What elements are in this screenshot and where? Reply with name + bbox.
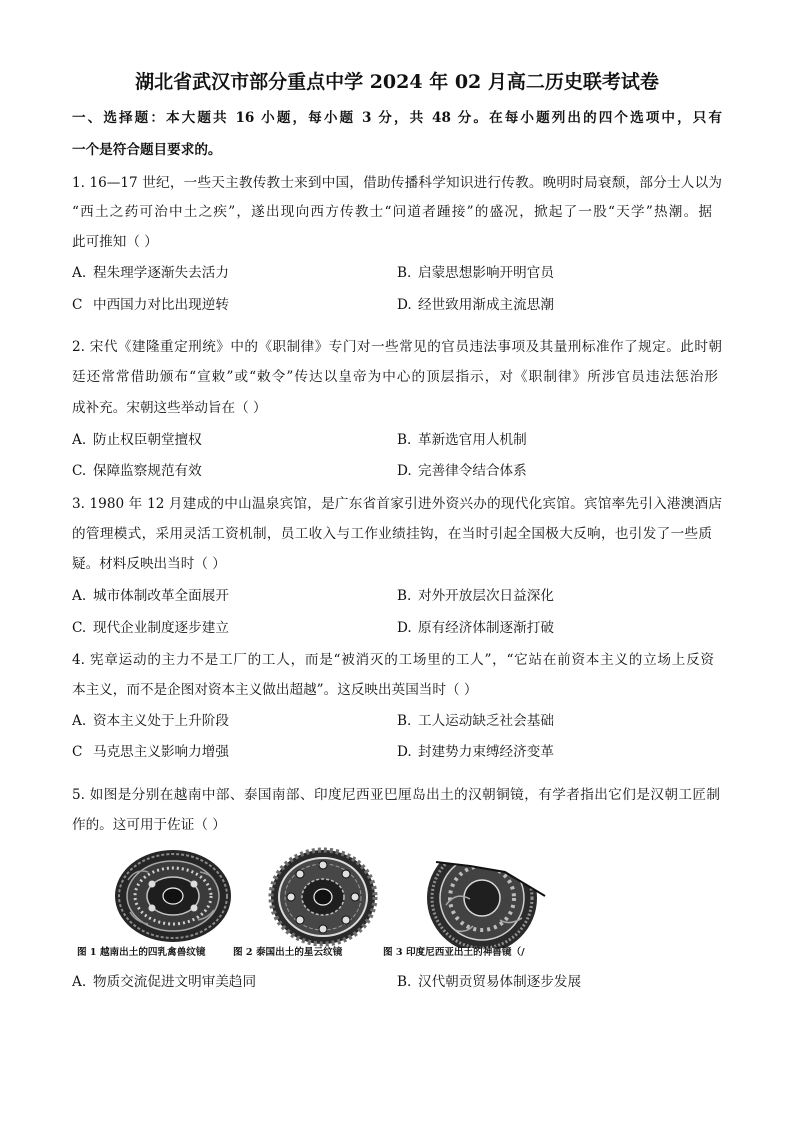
option-text: 资本主义处于上升阶段: [93, 713, 229, 729]
option-label: B.: [397, 974, 412, 990]
mirror-image-1: [115, 850, 231, 942]
option-label: B.: [397, 432, 412, 448]
mirror-image-3: [427, 843, 537, 953]
mirror-image-2: [271, 850, 375, 944]
q4-stem-line-1: 4. 宪章运动的主力不是工厂的工人，而是“被消灭的工场里的工人”，“它站在前资本主义的立场上反资: [72, 652, 714, 668]
option-text: 革新选官用人机制: [418, 432, 527, 448]
option-text: 完善律令结合体系: [418, 463, 527, 479]
option-text: 封建势力束缚经济变革: [418, 744, 554, 760]
option-label: A.: [72, 432, 87, 448]
q5-stem-line-2: 作的。这可用于佐证（ ）: [72, 817, 226, 833]
option-text: 保障监察规范有效: [93, 463, 202, 479]
option-label: D.: [397, 297, 412, 313]
option-text: 现代企业制度逐步建立: [93, 620, 229, 636]
q3-stem-line-2: 的管理模式，采用灵活工资机制，员工收入与工作业绩挂钩，在当时引起全国极大反响，也引发了一些质: [72, 526, 712, 542]
q1-stem-line-2: “西土之药可治中土之疾”，遂出现向西方传教士“问道者踵接”的盛况，掀起了一股“天学”热潮。据: [72, 204, 712, 220]
option-label: C.: [72, 620, 87, 636]
figure-caption-2: 图 2 泰国出土的星云纹镜: [233, 947, 343, 958]
option-label: B.: [397, 265, 412, 281]
exam-title: 湖北省武汉市部分重点中学 2024 年 02 月高二历史联考试卷: [135, 71, 659, 93]
option-label: C: [72, 297, 83, 313]
option-label: C: [72, 744, 83, 760]
option-text: 物质交流促进文明审美趋同: [93, 974, 257, 990]
q1-stem-line-1: 1. 16—17 世纪，一些天主教传教士来到中国，借助传播科学知识进行传教。晚明时局衰颓，部分士人以为: [72, 175, 722, 191]
option-label: A.: [72, 713, 87, 729]
q3-stem-line-1: 3. 1980 年 12 月建成的中山温泉宾馆，是广东省首家引进外资兴办的现代化宾馆。宾馆率先引入港澳酒店: [72, 496, 722, 512]
option-label: D.: [397, 744, 412, 760]
option-text: 经世致用渐成主流思潮: [418, 297, 554, 313]
option-label: C.: [72, 463, 87, 479]
option-text: 防止权臣朝堂擅权: [93, 432, 202, 448]
q5-option-b[interactable]: [397, 972, 717, 992]
option-text: 原有经济体制逐渐打破: [418, 620, 554, 636]
option-text: 城市体制改革全面展开: [93, 588, 229, 604]
option-label: A.: [72, 265, 87, 281]
option-label: B.: [397, 713, 412, 729]
section-heading-line-2: 一个是符合题目要求的。: [72, 142, 222, 158]
section-heading-line-1: 一、选择题：本大题共 16 小题，每小题 3 分，共 48 分。在每小题列出的四个选项中，只有: [72, 110, 722, 126]
figure-caption-3: 图 3 印度尼西亚出土的神兽镜（/: [383, 947, 525, 958]
option-text: 汉代朝贡贸易体制逐步发展: [418, 974, 582, 990]
option-label: D.: [397, 463, 412, 479]
q2-stem-line-1: 2. 宋代《建隆重定刑统》中的《职制律》专门对一些常见的官员违法事项及其量刑标准作了规定。此时朝: [72, 339, 722, 355]
option-label: A.: [72, 974, 87, 990]
option-text: 工人运动缺乏社会基础: [418, 713, 554, 729]
option-text: 程朱理学逐渐失去活力: [93, 265, 229, 281]
figure-caption-1: 图 1 越南出土的四乳禽兽纹镜: [77, 947, 206, 958]
option-text: 启蒙思想影响开明官员: [418, 265, 554, 281]
option-label: D.: [397, 620, 412, 636]
q4-stem-line-2: 本主义，而不是企图对资本主义做出超越”。这反映出英国当时（ ）: [72, 682, 478, 698]
q2-stem-line-3: 成补充。宋朝这些举动旨在（ ）: [72, 400, 267, 416]
q1-stem-line-3: 此可推知（ ）: [72, 234, 158, 250]
option-label: A.: [72, 588, 87, 604]
option-label: B.: [397, 588, 412, 604]
q5-stem-line-1: 5. 如图是分别在越南中部、泰国南部、印度尼西亚巴厘岛出土的汉朝铜镜，有学者指出它们是汉朝工匠制: [72, 787, 720, 803]
q3-stem-line-3: 疑。材料反映出当时（ ）: [72, 556, 226, 572]
option-text: 对外开放层次日益深化: [418, 588, 554, 604]
option-text: 马克思主义影响力增强: [93, 744, 229, 760]
option-text: 中西国力对比出现逆转: [93, 297, 229, 313]
q5-option-a[interactable]: [72, 972, 392, 992]
q2-stem-line-2: 廷还常常借助颁布“宣敕”或“敕令”传达以皇帝为中心的顶层指示，对《职制律》所涉官员违法惩治形: [72, 369, 718, 385]
